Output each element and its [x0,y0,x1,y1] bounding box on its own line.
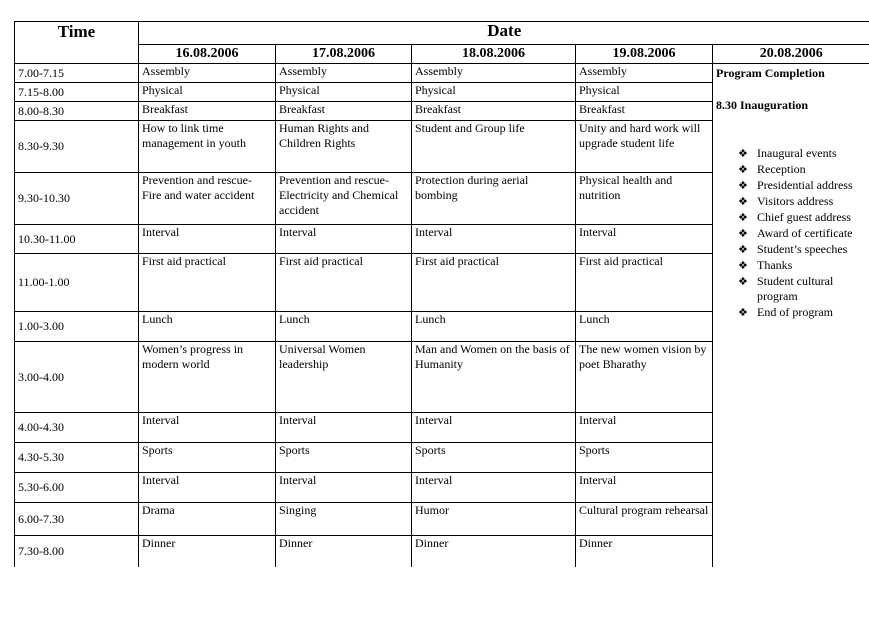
session-cell: Interval [139,413,276,443]
time-slot-cell: 7.00-7.15 [15,64,139,83]
event-label: Presidential address [757,178,853,192]
session-cell: Man and Women on the basis of Humanity [412,342,576,413]
time-slot-cell: 7.15-8.00 [15,83,139,102]
session-cell: Interval [276,413,412,443]
diamond-bullet-icon: ❖ [738,179,748,192]
diamond-bullet-icon: ❖ [738,211,748,224]
session-cell: Physical health and nutrition [576,173,713,225]
session-cell: How to link time management in youth [139,121,276,173]
session-cell: Interval [576,225,713,254]
event-label: Chief guest address [757,210,851,224]
time-slot-cell: 8.30-9.30 [15,121,139,173]
time-slot-cell: 4.00-4.30 [15,413,139,443]
time-slot-cell: 9.30-10.30 [15,173,139,225]
session-cell: Student and Group life [412,121,576,173]
session-cell: Lunch [139,312,276,342]
date-column-header: 19.08.2006 [576,45,713,64]
session-cell: First aid practical [576,254,713,312]
session-cell: Lunch [412,312,576,342]
event-label: Student cultural program [757,274,834,303]
diamond-bullet-icon: ❖ [738,306,748,319]
schedule-table [14,21,869,567]
list-item [738,194,867,209]
time-slot-cell: 7.30-8.00 [15,536,139,567]
session-cell: Protection during aerial bombing [412,173,576,225]
date-column-header: 20.08.2006 [713,45,869,64]
session-cell: Sports [139,443,276,473]
session-cell: Physical [576,83,713,102]
session-cell: Lunch [576,312,713,342]
session-cell: Prevention and rescue- Fire and water accident [139,173,276,225]
session-cell: Interval [412,473,576,503]
session-cell: Sports [276,443,412,473]
session-cell: Universal Women leadership [276,342,412,413]
list-item [738,258,867,273]
event-label: Thanks [757,258,793,272]
header-row-top [15,22,869,45]
time-slot-cell: 1.00-3.00 [15,312,139,342]
diamond-bullet-icon: ❖ [738,259,748,272]
event-label: Student’s speeches [757,242,848,256]
closing-day-cell [713,64,869,567]
session-cell: Assembly [276,64,412,83]
session-cell: Dinner [576,536,713,567]
diamond-bullet-icon: ❖ [738,243,748,256]
session-cell: Dinner [139,536,276,567]
list-item [738,242,867,257]
diamond-bullet-icon: ❖ [738,227,748,240]
session-cell: Breakfast [412,102,576,121]
date-column-header: 18.08.2006 [412,45,576,64]
session-cell: Drama [139,503,276,536]
session-cell: Breakfast [139,102,276,121]
session-cell: First aid practical [412,254,576,312]
date-column-header: 17.08.2006 [276,45,412,64]
diamond-bullet-icon: ❖ [738,195,748,208]
session-cell: Prevention and rescue- Electricity and Chemical accident [276,173,412,225]
session-cell: Sports [576,443,713,473]
session-cell: Dinner [412,536,576,567]
time-slot-cell: 8.00-8.30 [15,102,139,121]
list-item [738,178,867,193]
header-row-dates [15,45,869,64]
session-cell: Interval [576,413,713,443]
session-cell: Physical [276,83,412,102]
session-cell: Interval [276,473,412,503]
event-label: End of program [757,305,833,319]
session-cell: Interval [576,473,713,503]
diamond-bullet-icon: ❖ [738,163,748,176]
diamond-bullet-icon: ❖ [738,275,748,288]
list-item [738,146,867,161]
time-column-header: Time [15,22,139,64]
diamond-bullet-icon: ❖ [738,147,748,160]
event-label: Award of certificate [757,226,853,240]
session-cell: Dinner [276,536,412,567]
session-cell: Lunch [276,312,412,342]
session-cell: The new women vision by poet Bharathy [576,342,713,413]
session-cell: Interval [139,473,276,503]
session-cell: Physical [412,83,576,102]
event-label: Reception [757,162,806,176]
session-cell: Interval [412,413,576,443]
list-item [738,162,867,177]
session-cell: Assembly [576,64,713,83]
list-item [738,274,867,304]
session-cell: Physical [139,83,276,102]
table-row [15,64,869,83]
session-cell: Human Rights and Children Rights [276,121,412,173]
session-cell: First aid practical [139,254,276,312]
inauguration-heading: 8.30 Inauguration [716,98,809,112]
session-cell: Sports [412,443,576,473]
session-cell: Assembly [139,64,276,83]
date-column-header: 16.08.2006 [139,45,276,64]
session-cell: First aid practical [276,254,412,312]
time-slot-cell: 3.00-4.00 [15,342,139,413]
session-cell: Interval [412,225,576,254]
session-cell: Interval [276,225,412,254]
session-cell: Interval [139,225,276,254]
session-cell: Singing [276,503,412,536]
program-completion-title: Program Completion [716,66,825,80]
list-item [738,226,867,241]
event-label: Inaugural events [757,146,837,160]
list-item [738,305,867,320]
session-cell: Breakfast [576,102,713,121]
time-slot-cell: 6.00-7.30 [15,503,139,536]
time-slot-cell: 10.30-11.00 [15,225,139,254]
closing-events-list [716,146,867,320]
date-header: Date [139,22,869,45]
list-item [738,210,867,225]
session-cell: Assembly [412,64,576,83]
session-cell: Women’s progress in modern world [139,342,276,413]
event-label: Visitors address [757,194,834,208]
time-slot-cell: 11.00-1.00 [15,254,139,312]
session-cell: Unity and hard work will upgrade student life [576,121,713,173]
schedule-body [15,64,869,567]
session-cell: Cultural program rehearsal [576,503,713,536]
time-slot-cell: 4.30-5.30 [15,443,139,473]
time-slot-cell: 5.30-6.00 [15,473,139,503]
session-cell: Breakfast [276,102,412,121]
session-cell: Humor [412,503,576,536]
